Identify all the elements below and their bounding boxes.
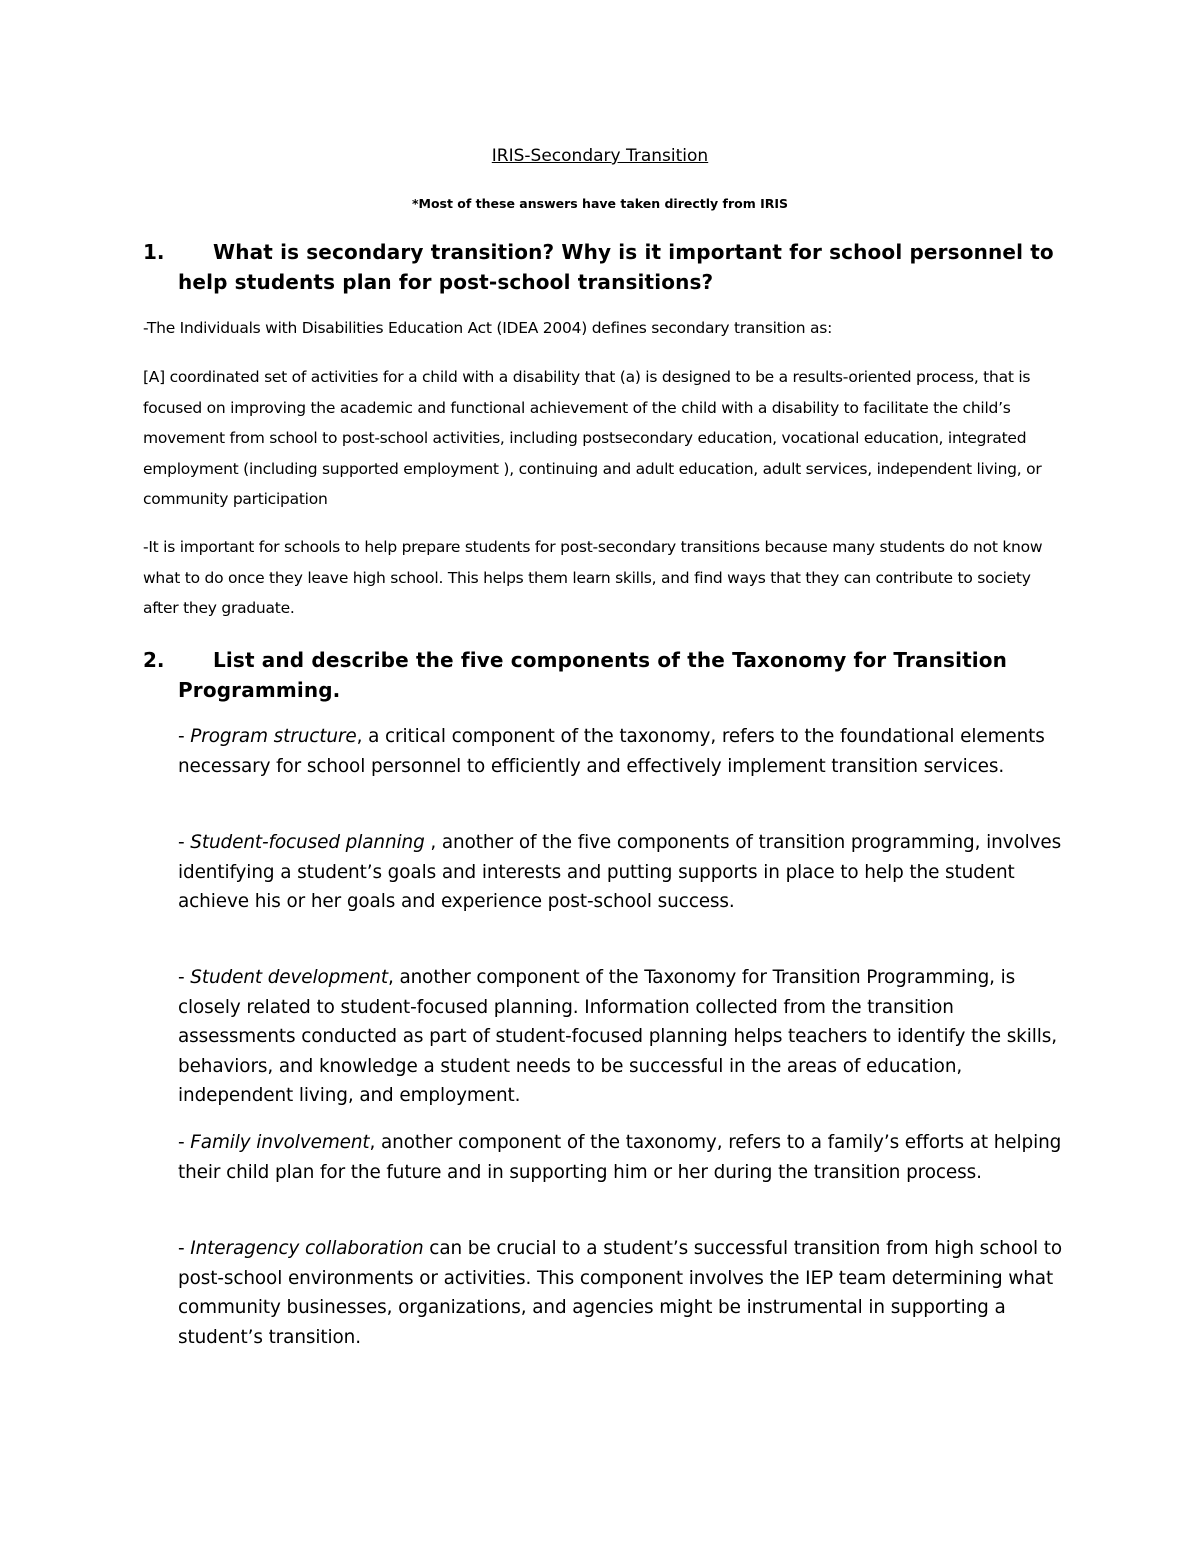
idea-definition-quote	[143, 362, 1058, 515]
component-description: , another component of the Taxonomy for Transition Programming, is closely related to student-focused planning. Information collected from the transition assessments conducted as part of student-focused planning helps teachers to identify the skills, behaviors, and knowledge a student needs to be successful in the areas of education, independent living, and employment.	[178, 967, 1057, 1106]
question-1-number: 1.	[143, 240, 165, 264]
question-1-heading	[143, 237, 1063, 297]
question-1-answer: -It is important for schools to help prepare students for post-secondary transitions because many students do not know what to do once they leave high school. This helps them learn skills, and find ways that they can contribute to society after they graduate.	[143, 538, 1043, 617]
component-term: Student-focused planning	[190, 832, 425, 853]
quote-text: coordinated set of activities for a child with a disability that (a) is designed to be a results-oriented process, that is focused on improving the academic and functional achievement of the child with a disability to facilitate the child’s movement from school to post-school activities, including postsecondary education, vocational education, integrated employment (including supported employment ), continuing and adult education, adult services, independent living, or community participation	[143, 368, 1042, 508]
component-dash: -	[178, 1132, 191, 1153]
question-2-number: 2.	[143, 648, 165, 672]
component-term: Student development	[190, 967, 388, 988]
question-2-heading	[143, 645, 1063, 705]
component-interagency-collaboration	[178, 1234, 1063, 1352]
component-dash: -	[178, 832, 191, 853]
component-student-focused-planning	[178, 828, 1063, 917]
document-title: IRIS-Secondary Transition	[491, 146, 709, 166]
component-term: Family involvement	[190, 1132, 370, 1153]
component-dash: -	[178, 1238, 191, 1259]
component-student-development	[178, 963, 1063, 1111]
component-family-involvement	[178, 1128, 1063, 1187]
component-description: , another component of the taxonomy, refers to a family’s efforts at helping their child plan for the future and in supporting him or her during the transition process.	[178, 1132, 1062, 1183]
component-dash: -	[178, 726, 191, 747]
quote-bracket: [A]	[143, 368, 165, 386]
component-description: can be crucial to a student’s successful transition from high school to post-school environments or activities. This component involves the IEP team determining what community businesses, organizations, and agencies might be instrumental in supporting a student’s transition.	[178, 1238, 1063, 1348]
question-2-text: List and describe the five components of the Taxonomy for Transition Programming.	[178, 648, 1008, 702]
question-1-intro: -The Individuals with Disabilities Education Act (IDEA 2004) defines secondary transition as:	[143, 319, 833, 337]
component-program-structure	[178, 722, 1063, 781]
question-1-text: What is secondary transition? Why is it important for school personnel to help students plan for post-school transitions?	[178, 240, 1054, 294]
component-term: Interagency collaboration	[190, 1238, 424, 1259]
document-subtitle: *Most of these answers have taken directly from IRIS	[411, 196, 789, 211]
component-description: , a critical component of the taxonomy, refers to the foundational elements necessary for school personnel to efficiently and effectively implement transition services.	[178, 726, 1045, 777]
component-description: , another of the five components of transition programming, involves identifying a student’s goals and interests and putting supports in place to help the student achieve his or her goals and experience post-school success.	[178, 832, 1062, 912]
component-dash: -	[178, 967, 191, 988]
component-term: Program structure	[190, 726, 357, 747]
